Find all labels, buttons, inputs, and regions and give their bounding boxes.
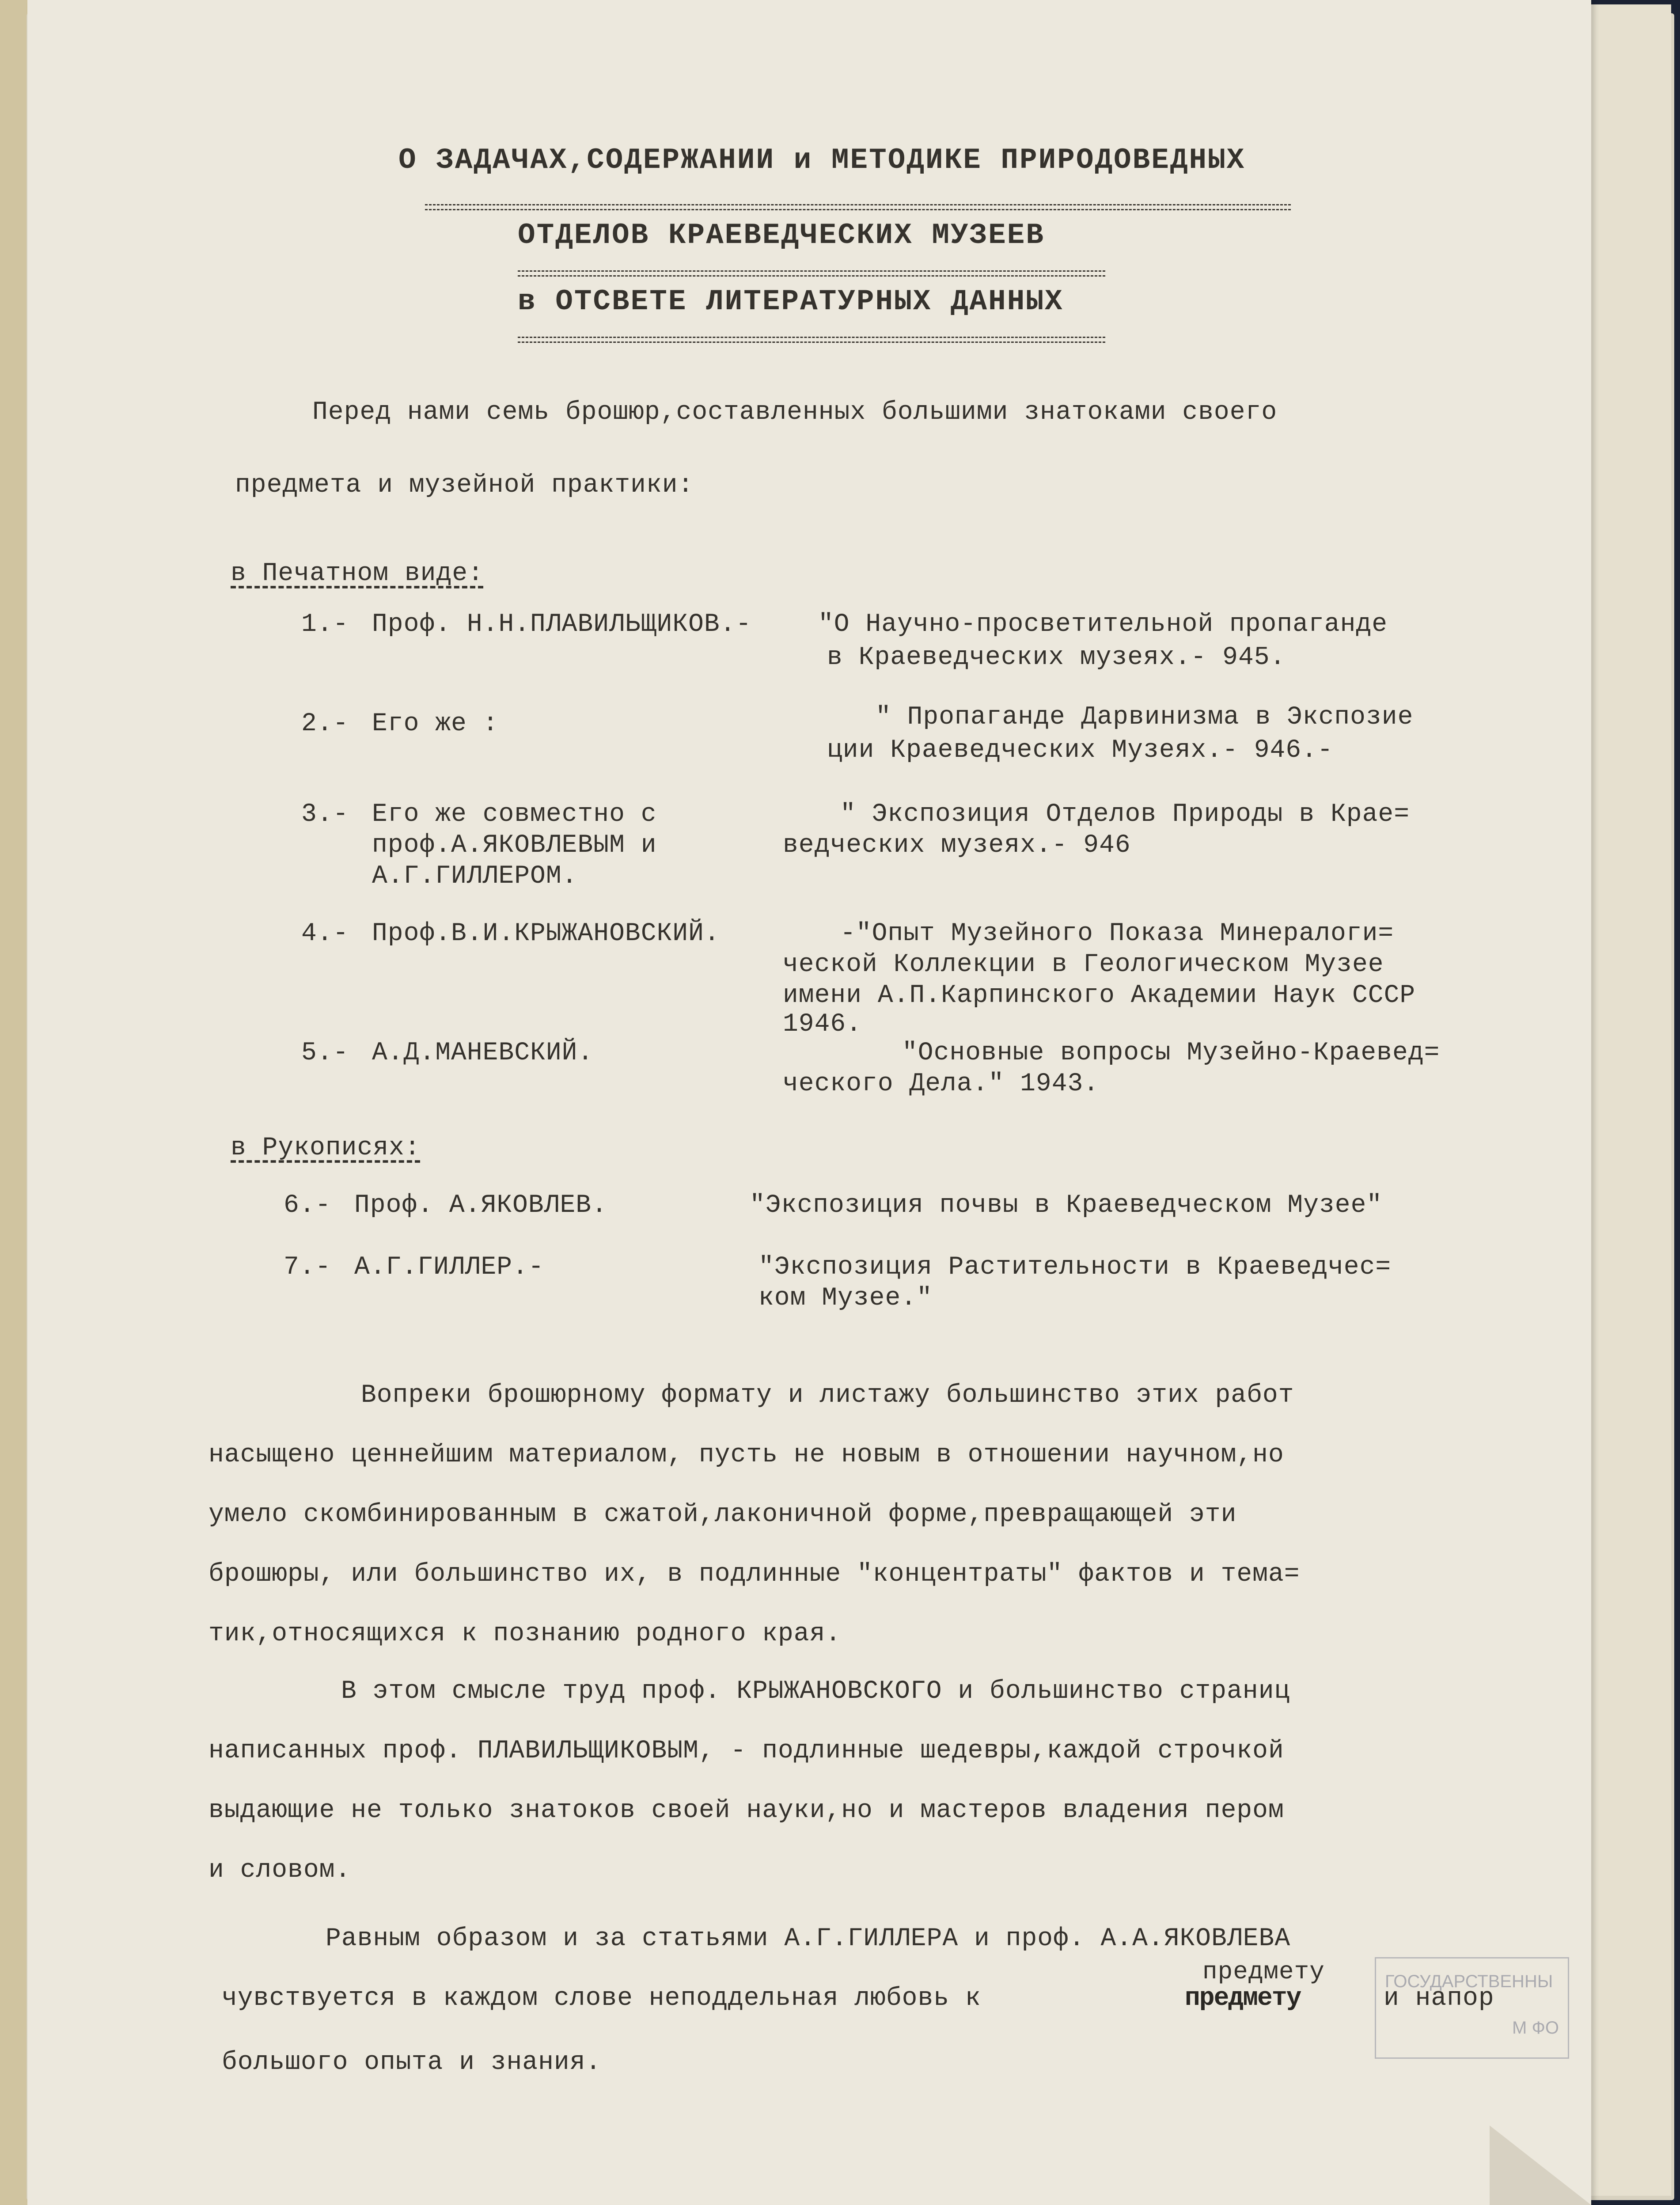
title-line-3: в ОТСВЕТЕ ЛИТЕРАТУРНЫХ ДАННЫХ [518,285,1064,318]
paragraph-line: выдающие не только знатоков своей науки,но и мастеров владения пером [209,1796,1284,1825]
item-author: Проф. А.ЯКОВЛЕВ. [354,1191,607,1220]
item-title: " Пропаганде Дарвинизма в Экспозие [876,703,1414,732]
struck-word: предмету [1185,1984,1301,2013]
item-number: 7.- [284,1253,331,1282]
item-number: 4.- [301,919,349,948]
item-author: Проф. Н.Н.ПЛАВИЛЬЩИКОВ.- [372,610,752,639]
item-author-cont: А.Г.ГИЛЛЕРОМ. [372,862,578,891]
paragraph-line: насыщено ценнейшим материалом, пусть не новым в отношении научном,но [209,1441,1284,1469]
item-title: "Экспозиция почвы в Краеведческом Музее" [750,1191,1383,1220]
section-header-printed: в Печатном виде: [231,559,484,588]
item-title-cont: ческой Коллекции в Геологическом Музее [783,950,1384,979]
paragraph-line: Равным образом и за статьями А.Г.ГИЛЛЕРА и проф. А.А.ЯКОВЛЕВА [326,1924,1291,1953]
paragraph-line: большого опыта и знания. [222,2048,602,2077]
item-title-cont: 1946. [783,1010,862,1039]
paragraph-line: тик,относящихся к познанию родного края. [209,1620,842,1648]
item-author: Его же совместно с [372,800,657,829]
item-author: Проф.В.И.КРЫЖАНОВСКИЙ. [372,919,720,948]
paragraph-line: В этом смысле труд проф. КРЫЖАНОВСКОГО и большинство страниц [341,1677,1290,1706]
item-number: 6.- [284,1191,331,1220]
item-title-cont: ческого Дела." 1943. [783,1070,1100,1098]
paragraph-line: брошюры, или большинство их, в подлинные "концентраты" фактов и тема= [209,1560,1300,1589]
item-number: 1.- [301,610,349,639]
paragraph-line: чувствуется в каждом слове неподдельная любовь к [222,1984,981,2013]
item-number: 2.- [301,710,349,738]
paragraph-line: написанных проф. ПЛАВИЛЬЩИКОВЫМ, - подлинные шедевры,каждой строчкой [209,1737,1284,1765]
paragraph-line: и словом. [209,1856,351,1885]
item-number: 3.- [301,800,349,829]
title-underline-1 [425,204,1291,210]
item-title-cont: ведческих музеях.- 946 [783,831,1131,860]
intro-line-1: Перед нами семь брошюр,составленных большими знатоками своего [312,398,1278,427]
item-author: Его же : [372,710,499,738]
item-title-cont: в Краеведческих музеях.- 945. [827,643,1286,672]
folded-corner [1490,2125,1591,2205]
title-underline-2 [518,270,1105,277]
item-title: -"Опыт Музейного Показа Минералоги= [840,919,1394,948]
handwritten-correction: предмету [1202,1958,1325,1986]
title-line-1: О ЗАДАЧАХ,СОДЕРЖАНИИ и МЕТОДИКЕ ПРИРОДОВЕДНЫХ [398,144,1246,177]
item-title: "Основные вопросы Музейно-Краевед= [902,1039,1440,1067]
item-title-cont: ции Краеведческих Музеях.- 946.- [827,736,1333,765]
binding-edge [0,0,29,2205]
item-number: 5.- [301,1039,349,1067]
title-line-2: ОТДЕЛОВ КРАЕВЕДЧЕСКИХ МУЗЕЕВ [518,219,1045,252]
item-title-cont: имени А.П.Карпинского Академии Наук СССР [783,981,1416,1010]
section-header-manuscripts: в Рукописях: [231,1134,421,1162]
item-title: " Экспозиция Отделов Природы в Крае= [840,800,1410,829]
item-title: "Экспозиция Растительности в Краеведчес= [758,1253,1392,1282]
paragraph-line: Вопреки брошюрному формату и листажу большинство этих работ [361,1381,1294,1410]
archive-stamp: ГОСУДАРСТВЕННЫ М ФО [1375,1957,1569,2059]
intro-line-2: предмета и музейной практики: [235,471,694,500]
item-title-cont: ком Музее." [758,1284,933,1313]
item-author: А.Г.ГИЛЛЕР.- [354,1253,544,1282]
paragraph-line: умело скомбинированным в сжатой,лаконичной форме,превращающей эти [209,1500,1237,1529]
item-title: "О Научно-просветительной пропаганде [818,610,1388,639]
item-author: А.Д.МАНЕВСКИЙ. [372,1039,594,1067]
document-page [27,0,1591,2205]
item-author-cont: проф.А.ЯКОВЛЕВЫМ и [372,831,657,860]
paragraph-line: и напор [1384,1984,1494,2013]
title-underline-3 [518,337,1105,343]
